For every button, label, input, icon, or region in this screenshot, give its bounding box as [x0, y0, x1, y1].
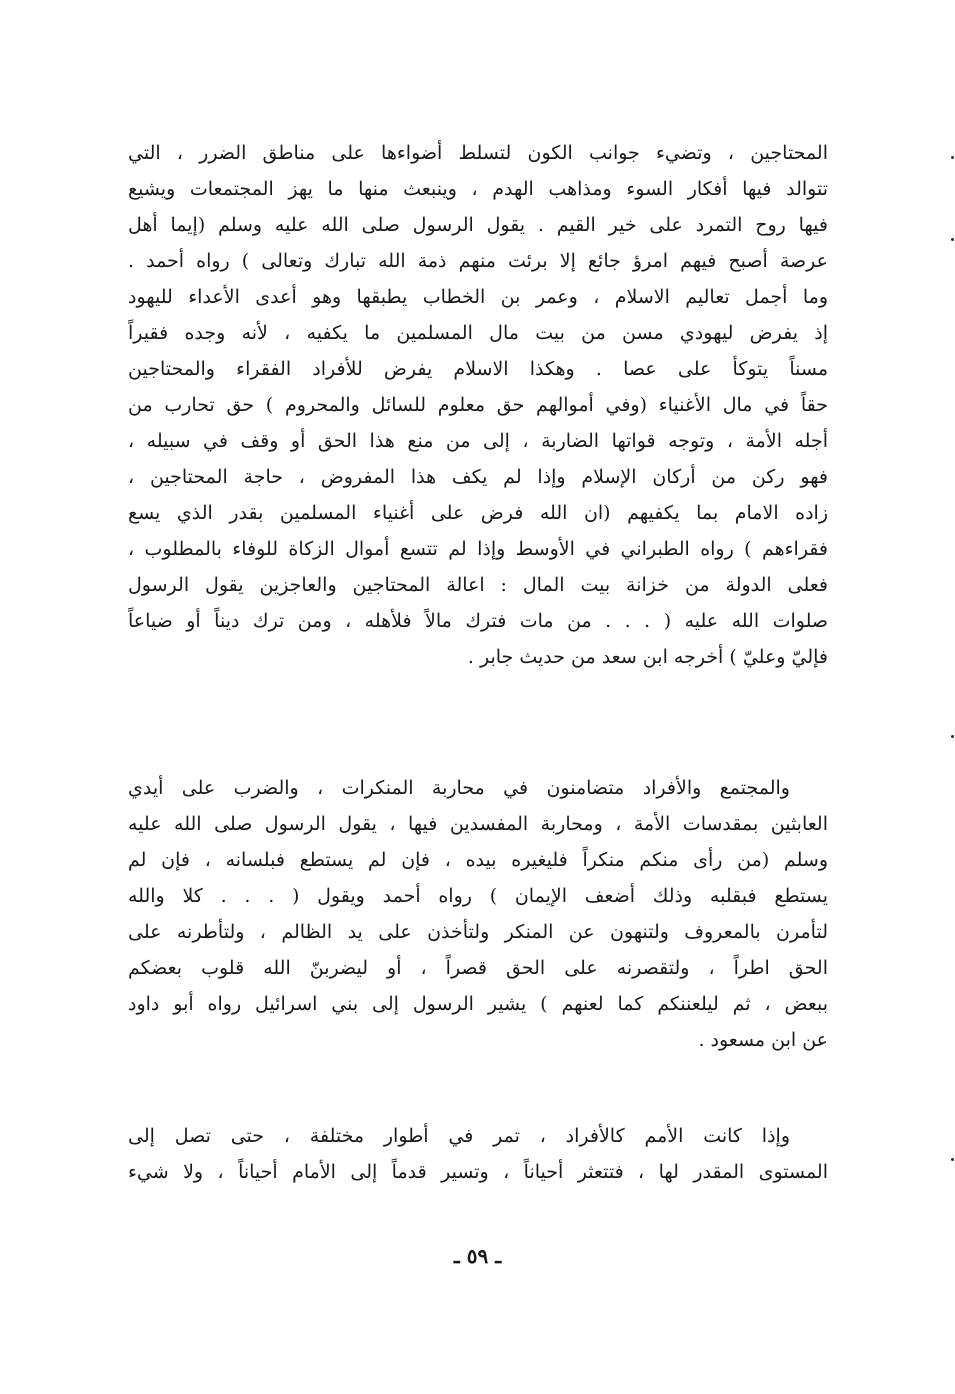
text-line: أجله الأمة ، وتوجه قواتها الضاربة ، إلى من منع هذا الحق أو وقف في سبيله ،	[128, 430, 828, 452]
text-line: وسلم (من رأى منكم منكراً فليغيره بيده ، فإن لم يستطع فبلسانه ، فإن لم	[128, 849, 828, 871]
text-line: حقاً في مال الأغنياء (وفي أموالهم حق معلوم للسائل والمحروم ) حق تحارب من	[128, 394, 828, 416]
text-line: فإليّ وعليّ ) أخرجه ابن سعد من حديث جابر .	[467, 646, 828, 668]
text-line: تتوالد فيها أفكار السوء ومذاهب الهدم ، وينبعث منها ما يهز المجتمعات ويشيع	[128, 178, 828, 200]
paragraph-1	[128, 135, 828, 675]
text-line: عرصة أصبح فيهم امرؤ جائع إلا برئت منهم ذمة الله تبارك وتعالى ) رواه أحمد .	[128, 250, 828, 272]
margin-dot-mark	[951, 156, 954, 159]
text-line: عن ابن مسعود .	[698, 1029, 828, 1051]
margin-dot-mark	[951, 238, 954, 241]
text-line: فهو ركن من أركان الإسلام وإذا لم يكف هذا المفروض ، حاجة المحتاجين ،	[128, 466, 828, 488]
text-line: فقراءهم ) رواه الطبراني في الأوسط وإذا لم تتسع أموال الزكاة للوفاء بالمطلوب ،	[128, 538, 828, 560]
text-line: ببعض ، ثم ليلعننكم كما لعنهم ) يشير الرسول إلى بني اسرائيل رواه أبو داود	[128, 993, 828, 1015]
text-line: يستطع فبقلبه وذلك أضعف الإيمان ) رواه أحمد ويقول ( . . . كلا والله	[128, 885, 828, 907]
text-line: الحق اطراً ، ولتقصرنه على الحق قصراً ، أو ليضربنّ الله قلوب بعضكم	[128, 957, 828, 979]
text-line: إذ يفرض ليهودي مسن من بيت مال المسلمين ما يكفيه ، لأنه وجده فقيراً	[128, 322, 828, 344]
paragraph-3	[128, 1118, 828, 1190]
text-line: زاده الامام بما يكفيهم (ان الله فرض على أغنياء المسلمين بقدر الذي يسع	[128, 502, 828, 524]
margin-dot-mark	[951, 735, 954, 738]
text-line: العابثين بمقدسات الأمة ، ومحاربة المفسدين فيها ، يقول الرسول صلى الله عليه	[128, 813, 828, 835]
text-line: فعلى الدولة من خزانة بيت المال : اعالة المحتاجين والعاجزين يقول الرسول	[128, 574, 828, 596]
text-line: فيها روح التمرد على خير القيم . يقول الرسول صلى الله عليه وسلم (إيما أهل	[128, 214, 828, 236]
text-line: وما أجمل تعاليم الاسلام ، وعمر بن الخطاب يطبقها وهو أعدى الأعداء لليهود	[128, 286, 828, 308]
paragraph-2	[128, 770, 828, 1058]
text-line: صلوات الله عليه ( . . . من مات فترك مالاً فلأهله ، ومن ترك ديناً أو ضياعاً	[128, 610, 828, 632]
text-line: لتأمرن بالمعروف ولتنهون عن المنكر ولتأخذن على يد الظالم ، ولتأطرنه على	[128, 921, 828, 943]
margin-dot-mark	[951, 1158, 954, 1161]
text-line: المحتاجين ، وتضيء جوانب الكون لتسلط أضواءها على مناطق الضرر ، التي	[128, 142, 828, 164]
text-line: والمجتمع والأفراد متضامنون في محاربة المنكرات ، والضرب على أيدي	[128, 777, 790, 799]
text-line: المستوى المقدر لها ، فتتعثر أحياناً ، وتسير قدماً إلى الأمام أحياناً ، ولا شيء	[128, 1161, 828, 1183]
page-number: ـ ٥٩ ـ	[453, 1244, 502, 1268]
text-line: وإذا كانت الأمم كالأفراد ، تمر في أطوار مختلفة ، حتى تصل إلى	[128, 1125, 790, 1147]
text-line: مسناً يتوكأ على عصا . وهكذا الاسلام يفرض للأفراد الفقراء والمحتاجين	[128, 358, 828, 380]
